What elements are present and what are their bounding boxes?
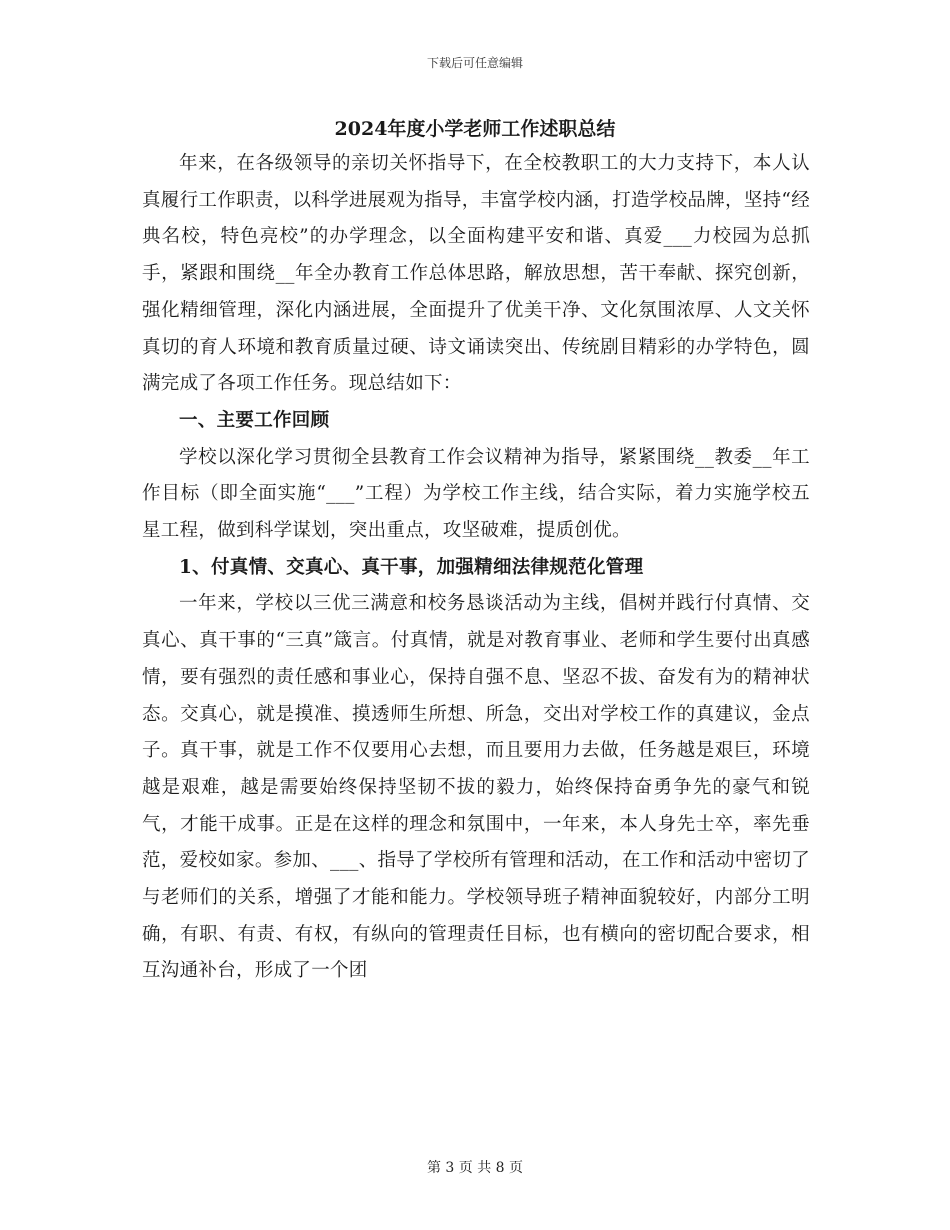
subsection-heading-management: 1、付真情、交真心、真干事，加强精细法律规范化管理	[179, 556, 644, 578]
page-number: 第 3 页 共 8 页	[426, 1160, 524, 1176]
section-heading-main-review: 一、主要工作回顾	[179, 409, 330, 431]
intro-paragraph: 年来，在各级领导的亲切关怀指导下，在全校教职工的大力支持下，本人认真履行工作职责，以科学进展观为指导，丰富学校内涵，打造学校品牌，坚持“经典名校，特色亮校”的办学理念，以全面构建平安和谐、真爱___力校园为总抓手，紧跟和围绕__年全办教育工作总体思路，解放思想，苦干奉献、探究创新，强化精细管理，深化内涵进展，全面提升了优美干净、文化氛围浓厚、人文关怀真切的育人环境和教育质量过硬、诗文诵读突出、传统剧目精彩的办学特色，圆满完成了各项工作任务。现总结如下：	[142, 153, 810, 395]
document-title: 2024年度小学老师工作述职总结	[334, 118, 616, 140]
subsection-paragraph-management: 一年来，学校以三优三满意和校务恳谈活动为主线，倡树并践行付真情、交真心、真干事的“三真”箴言。付真情，就是对教育事业、老师和学生要付出真感情，要有强烈的责任感和事业心，保持自强不息、坚忍不拔、奋发有为的精神状态。交真心，就是摸准、摸透师生所想、所急，交出对学校工作的真建议，金点子。真干事，就是工作不仅要用心去想，而且要用力去做，任务越是艰巨，环境越是艰难，越是需要始终保持坚韧不拔的毅力，始终保持奋勇争先的豪气和锐气，才能干成事。正是在这样的理念和氛围中，一年来，本人身先士卒，率先垂范，爱校如家。参加、___、指导了学校所有管理和活动，在工作和活动中密切了与老师们的关系，增强了才能和能力。学校领导班子精神面貌较好，内部分工明确，有职、有责、有权，有纵向的管理责任目标，也有横向的密切配合要求，相互沟通补台，形成了一个团	[142, 593, 810, 982]
section-paragraph-main-review: 学校以深化学习贯彻全县教育工作会议精神为指导，紧紧围绕__教委__年工作目标（即全面实施“___”工程）为学校工作主线，结合实际，着力实施学校五星工程，做到科学谋划，突出重点，攻坚破难，提质创优。	[142, 446, 810, 542]
header-note: 下载后可任意编辑	[426, 56, 523, 70]
document-body	[142, 146, 810, 990]
